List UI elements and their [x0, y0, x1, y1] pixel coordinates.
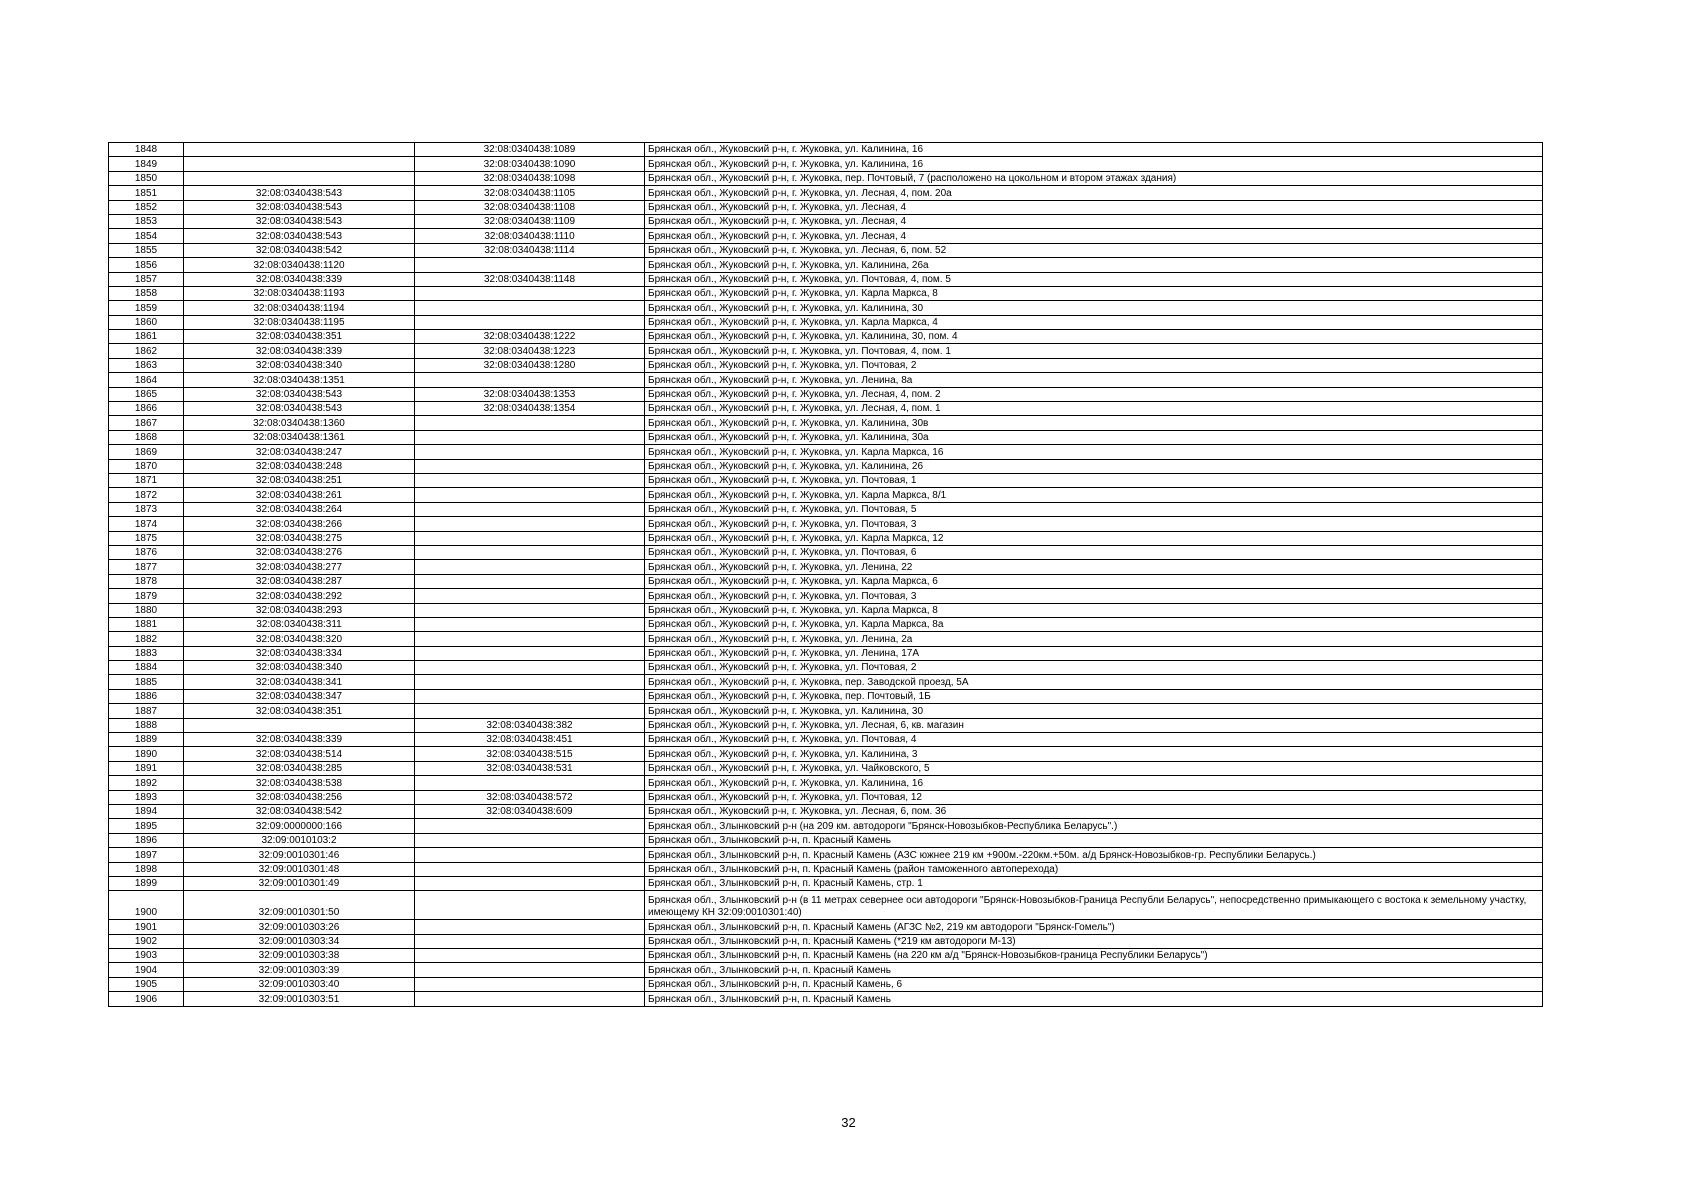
row-number-cell: 1892: [109, 776, 184, 790]
cadastral-number-cell: [415, 992, 645, 1006]
table-row: [109, 934, 1543, 948]
address-cell: Брянская обл., Жуковский р-н, г. Жуковка, ул. Калинина, 26а: [645, 258, 1543, 272]
cadastral-number-cell: [415, 430, 645, 444]
address-cell: Брянская обл., Жуковский р-н, г. Жуковка, ул. Калинина, 16: [645, 157, 1543, 171]
row-number-cell: 1898: [109, 862, 184, 876]
address-cell: Брянская обл., Злынковский р-н, п. Красный Камень: [645, 963, 1543, 977]
cadastral-number-cell: 32:08:0340438:1353: [415, 387, 645, 401]
table-row: [109, 358, 1543, 372]
cadastral-number-cell: 32:08:0340438:1105: [415, 186, 645, 200]
table-row: [109, 992, 1543, 1006]
cadastral-number-cell: [415, 416, 645, 430]
cadastral-number-cell: [415, 876, 645, 890]
parent-cadastral-number-cell: 32:08:0340438:339: [184, 344, 415, 358]
table-row: [109, 445, 1543, 459]
address-cell: Брянская обл., Жуковский р-н, г. Жуковка, ул. Ленина, 22: [645, 560, 1543, 574]
row-number-cell: 1875: [109, 531, 184, 545]
table-row: [109, 833, 1543, 847]
parent-cadastral-number-cell: 32:08:0340438:339: [184, 733, 415, 747]
cadastral-number-cell: 32:08:0340438:382: [415, 718, 645, 732]
cadastral-number-cell: 32:08:0340438:1109: [415, 214, 645, 228]
row-number-cell: 1897: [109, 848, 184, 862]
address-cell: Брянская обл., Жуковский р-н, г. Жуковка, ул. Чайковского, 5: [645, 761, 1543, 775]
row-number-cell: 1888: [109, 718, 184, 732]
parent-cadastral-number-cell: 32:08:0340438:543: [184, 387, 415, 401]
parent-cadastral-number-cell: 32:08:0340438:543: [184, 214, 415, 228]
cadastral-number-cell: [415, 617, 645, 631]
parent-cadastral-number-cell: 32:09:0000000:166: [184, 819, 415, 833]
row-number-cell: 1857: [109, 272, 184, 286]
cadastral-number-cell: [415, 675, 645, 689]
registry-table-body: [109, 143, 1543, 1007]
parent-cadastral-number-cell: 32:08:0340438:351: [184, 330, 415, 344]
table-row: [109, 272, 1543, 286]
address-cell: Брянская обл., Злынковский р-н, п. Красный Камень, 6: [645, 977, 1543, 991]
row-number-cell: 1899: [109, 876, 184, 890]
row-number-cell: 1850: [109, 171, 184, 185]
address-cell: Брянская обл., Жуковский р-н, г. Жуковка, ул. Лесная, 4: [645, 214, 1543, 228]
cadastral-number-cell: 32:08:0340438:1148: [415, 272, 645, 286]
row-number-cell: 1873: [109, 502, 184, 516]
row-number-cell: 1855: [109, 243, 184, 257]
parent-cadastral-number-cell: 32:08:0340438:514: [184, 747, 415, 761]
cadastral-number-cell: [415, 963, 645, 977]
cadastral-number-cell: [415, 531, 645, 545]
parent-cadastral-number-cell: [184, 171, 415, 185]
parent-cadastral-number-cell: 32:08:0340438:251: [184, 473, 415, 487]
parent-cadastral-number-cell: 32:08:0340438:542: [184, 243, 415, 257]
table-row: [109, 617, 1543, 631]
address-cell: Брянская обл., Жуковский р-н, г. Жуковка, ул. Ленина, 8а: [645, 373, 1543, 387]
table-row: [109, 200, 1543, 214]
address-cell: Брянская обл., Жуковский р-н, г. Жуковка, ул. Калинина, 30в: [645, 416, 1543, 430]
parent-cadastral-number-cell: 32:08:0340438:247: [184, 445, 415, 459]
table-row: [109, 862, 1543, 876]
row-number-cell: 1877: [109, 560, 184, 574]
parent-cadastral-number-cell: 32:08:0340438:543: [184, 402, 415, 416]
table-row: [109, 430, 1543, 444]
parent-cadastral-number-cell: 32:08:0340438:1360: [184, 416, 415, 430]
address-cell: Брянская обл., Жуковский р-н, г. Жуковка, ул. Калинина, 30, пом. 4: [645, 330, 1543, 344]
table-row: [109, 747, 1543, 761]
parent-cadastral-number-cell: 32:08:0340438:1194: [184, 301, 415, 315]
parent-cadastral-number-cell: 32:08:0340438:1195: [184, 315, 415, 329]
table-row: [109, 776, 1543, 790]
table-row: [109, 157, 1543, 171]
cadastral-number-cell: [415, 574, 645, 588]
cadastral-number-cell: [415, 301, 645, 315]
address-cell: Брянская обл., Жуковский р-н, г. Жуковка, ул. Калинина, 16: [645, 143, 1543, 157]
address-cell: Брянская обл., Жуковский р-н, г. Жуковка, ул. Карла Маркса, 8: [645, 286, 1543, 300]
table-row: [109, 330, 1543, 344]
address-cell: Брянская обл., Жуковский р-н, г. Жуковка, ул. Почтовая, 4, пом. 1: [645, 344, 1543, 358]
row-number-cell: 1856: [109, 258, 184, 272]
row-number-cell: 1902: [109, 934, 184, 948]
row-number-cell: 1853: [109, 214, 184, 228]
parent-cadastral-number-cell: 32:09:0010303:40: [184, 977, 415, 991]
row-number-cell: 1851: [109, 186, 184, 200]
table-row: [109, 315, 1543, 329]
parent-cadastral-number-cell: 32:08:0340438:347: [184, 689, 415, 703]
parent-cadastral-number-cell: 32:09:0010103:2: [184, 833, 415, 847]
address-cell: Брянская обл., Жуковский р-н, г. Жуковка, ул. Лесная, 6, пом. 52: [645, 243, 1543, 257]
address-cell: Брянская обл., Жуковский р-н, г. Жуковка, ул. Почтовая, 4: [645, 733, 1543, 747]
table-row: [109, 214, 1543, 228]
address-cell: Брянская обл., Жуковский р-н, г. Жуковка, ул. Калинина, 16: [645, 776, 1543, 790]
address-cell: Брянская обл., Жуковский р-н, г. Жуковка, ул. Ленина, 17А: [645, 646, 1543, 660]
cadastral-number-cell: [415, 502, 645, 516]
cadastral-number-cell: 32:08:0340438:1110: [415, 229, 645, 243]
table-row: [109, 848, 1543, 862]
parent-cadastral-number-cell: 32:08:0340438:256: [184, 790, 415, 804]
cadastral-number-cell: [415, 646, 645, 660]
table-row: [109, 531, 1543, 545]
row-number-cell: 1895: [109, 819, 184, 833]
address-cell: Брянская обл., Злынковский р-н, п. Красный Камень (АЗС южнее 219 км +900м.-220км.+50м. а/д Брянск-Новозыбков-гр. Республики Беларусь.): [645, 848, 1543, 862]
address-cell: Брянская обл., Жуковский р-н, г. Жуковка, ул. Калинина, 30а: [645, 430, 1543, 444]
parent-cadastral-number-cell: 32:08:0340438:293: [184, 603, 415, 617]
row-number-cell: 1906: [109, 992, 184, 1006]
cadastral-number-cell: [415, 459, 645, 473]
parent-cadastral-number-cell: [184, 157, 415, 171]
address-cell: Брянская обл., Жуковский р-н, г. Жуковка, ул. Карла Маркса, 6: [645, 574, 1543, 588]
row-number-cell: 1870: [109, 459, 184, 473]
address-cell: Брянская обл., Жуковский р-н, г. Жуковка, ул. Лесная, 4, пом. 2: [645, 387, 1543, 401]
address-cell: Брянская обл., Жуковский р-н, г. Жуковка, ул. Карла Маркса, 12: [645, 531, 1543, 545]
table-row: [109, 488, 1543, 502]
address-cell: Брянская обл., Жуковский р-н, г. Жуковка, ул. Лесная, 4: [645, 200, 1543, 214]
parent-cadastral-number-cell: 32:08:0340438:276: [184, 545, 415, 559]
cadastral-number-cell: [415, 589, 645, 603]
parent-cadastral-number-cell: 32:08:0340438:311: [184, 617, 415, 631]
row-number-cell: 1866: [109, 402, 184, 416]
table-row: [109, 920, 1543, 934]
address-cell: Брянская обл., Жуковский р-н, г. Жуковка, ул. Почтовая, 2: [645, 661, 1543, 675]
cadastral-number-cell: [415, 603, 645, 617]
row-number-cell: 1859: [109, 301, 184, 315]
parent-cadastral-number-cell: [184, 143, 415, 157]
row-number-cell: 1878: [109, 574, 184, 588]
address-cell: Брянская обл., Злынковский р-н, п. Красный Камень (район таможенного автоперехода): [645, 862, 1543, 876]
cadastral-number-cell: [415, 977, 645, 991]
table-row: [109, 229, 1543, 243]
table-row: [109, 689, 1543, 703]
address-cell: Брянская обл., Жуковский р-н, г. Жуковка, ул. Карла Маркса, 8: [645, 603, 1543, 617]
address-cell: Брянская обл., Жуковский р-н, г. Жуковка, ул. Карла Маркса, 8а: [645, 617, 1543, 631]
address-cell: Брянская обл., Жуковский р-н, г. Жуковка, ул. Карла Маркса, 16: [645, 445, 1543, 459]
table-row: [109, 143, 1543, 157]
parent-cadastral-number-cell: 32:08:0340438:248: [184, 459, 415, 473]
table-row: [109, 718, 1543, 732]
parent-cadastral-number-cell: 32:09:0010301:49: [184, 876, 415, 890]
cadastral-number-cell: [415, 473, 645, 487]
row-number-cell: 1901: [109, 920, 184, 934]
cadastral-number-cell: [415, 934, 645, 948]
parent-cadastral-number-cell: 32:09:0010303:39: [184, 963, 415, 977]
cadastral-number-cell: [415, 776, 645, 790]
parent-cadastral-number-cell: [184, 718, 415, 732]
table-row: [109, 373, 1543, 387]
row-number-cell: 1852: [109, 200, 184, 214]
parent-cadastral-number-cell: 32:08:0340438:351: [184, 704, 415, 718]
address-cell: Брянская обл., Злынковский р-н, п. Красный Камень: [645, 833, 1543, 847]
cadastral-number-cell: [415, 315, 645, 329]
table-row: [109, 473, 1543, 487]
row-number-cell: 1874: [109, 517, 184, 531]
row-number-cell: 1879: [109, 589, 184, 603]
table-row: [109, 416, 1543, 430]
page-number: 32: [841, 1115, 856, 1130]
parent-cadastral-number-cell: 32:08:0340438:1193: [184, 286, 415, 300]
table-row: [109, 603, 1543, 617]
cadastral-number-cell: [415, 891, 645, 920]
row-number-cell: 1905: [109, 977, 184, 991]
address-cell: Брянская обл., Жуковский р-н, г. Жуковка, ул. Лесная, 4: [645, 229, 1543, 243]
cadastral-number-cell: [415, 920, 645, 934]
parent-cadastral-number-cell: 32:09:0010303:51: [184, 992, 415, 1006]
cadastral-number-cell: [415, 545, 645, 559]
parent-cadastral-number-cell: 32:08:0340438:543: [184, 186, 415, 200]
table-row: [109, 790, 1543, 804]
table-row: [109, 977, 1543, 991]
cadastral-number-cell: 32:08:0340438:1108: [415, 200, 645, 214]
address-cell: Брянская обл., Жуковский р-н, г. Жуковка, ул. Лесная, 6, кв. магазин: [645, 718, 1543, 732]
parent-cadastral-number-cell: 32:09:0010301:50: [184, 891, 415, 920]
table-row: [109, 632, 1543, 646]
address-cell: Брянская обл., Жуковский р-н, г. Жуковка, ул. Калинина, 30: [645, 301, 1543, 315]
row-number-cell: 1886: [109, 689, 184, 703]
row-number-cell: 1894: [109, 804, 184, 818]
parent-cadastral-number-cell: 32:08:0340438:261: [184, 488, 415, 502]
cadastral-number-cell: [415, 848, 645, 862]
table-row: [109, 589, 1543, 603]
table-row: [109, 301, 1543, 315]
registry-table: [108, 142, 1543, 1007]
cadastral-number-cell: [415, 373, 645, 387]
address-cell: Брянская обл., Жуковский р-н, г. Жуковка, ул. Калинина, 3: [645, 747, 1543, 761]
row-number-cell: 1876: [109, 545, 184, 559]
address-cell: Брянская обл., Жуковский р-н, г. Жуковка, ул. Почтовая, 3: [645, 589, 1543, 603]
parent-cadastral-number-cell: 32:08:0340438:264: [184, 502, 415, 516]
parent-cadastral-number-cell: 32:08:0340438:340: [184, 358, 415, 372]
address-cell: Брянская обл., Жуковский р-н, г. Жуковка, пер. Почтовый, 1Б: [645, 689, 1543, 703]
table-row: [109, 949, 1543, 963]
row-number-cell: 1867: [109, 416, 184, 430]
address-cell: Брянская обл., Злынковский р-н, п. Красный Камень, стр. 1: [645, 876, 1543, 890]
table-row: [109, 675, 1543, 689]
address-cell: Брянская обл., Жуковский р-н, г. Жуковка, ул. Почтовая, 5: [645, 502, 1543, 516]
table-row: [109, 387, 1543, 401]
row-number-cell: 1871: [109, 473, 184, 487]
address-cell: Брянская обл., Жуковский р-н, г. Жуковка, ул. Почтовая, 3: [645, 517, 1543, 531]
parent-cadastral-number-cell: 32:09:0010301:48: [184, 862, 415, 876]
table-row: [109, 344, 1543, 358]
row-number-cell: 1849: [109, 157, 184, 171]
cadastral-number-cell: 32:08:0340438:1098: [415, 171, 645, 185]
table-row: [109, 545, 1543, 559]
address-cell: Брянская обл., Жуковский р-н, г. Жуковка, ул. Карла Маркса, 8/1: [645, 488, 1543, 502]
cadastral-number-cell: [415, 488, 645, 502]
cadastral-number-cell: [415, 862, 645, 876]
row-number-cell: 1900: [109, 891, 184, 920]
address-cell: Брянская обл., Жуковский р-н, г. Жуковка, ул. Почтовая, 4, пом. 5: [645, 272, 1543, 286]
parent-cadastral-number-cell: 32:08:0340438:277: [184, 560, 415, 574]
cadastral-number-cell: [415, 258, 645, 272]
table-row: [109, 186, 1543, 200]
parent-cadastral-number-cell: 32:08:0340438:275: [184, 531, 415, 545]
row-number-cell: 1887: [109, 704, 184, 718]
parent-cadastral-number-cell: 32:08:0340438:287: [184, 574, 415, 588]
address-cell: Брянская обл., Жуковский р-н, г. Жуковка, пер. Заводской проезд, 5А: [645, 675, 1543, 689]
row-number-cell: 1869: [109, 445, 184, 459]
cadastral-number-cell: [415, 833, 645, 847]
table-row: [109, 286, 1543, 300]
row-number-cell: 1862: [109, 344, 184, 358]
address-cell: Брянская обл., Злынковский р-н, п. Красный Камень (АГЗС №2, 219 км автодороги "Брянск-Гомель"): [645, 920, 1543, 934]
parent-cadastral-number-cell: 32:08:0340438:1120: [184, 258, 415, 272]
cadastral-number-cell: 32:08:0340438:609: [415, 804, 645, 818]
parent-cadastral-number-cell: 32:08:0340438:538: [184, 776, 415, 790]
table-row: [109, 574, 1543, 588]
row-number-cell: 1896: [109, 833, 184, 847]
table-row: [109, 804, 1543, 818]
cadastral-number-cell: [415, 286, 645, 300]
row-number-cell: 1882: [109, 632, 184, 646]
table-row: [109, 963, 1543, 977]
cadastral-number-cell: [415, 819, 645, 833]
address-cell: Брянская обл., Жуковский р-н, г. Жуковка, ул. Калинина, 26: [645, 459, 1543, 473]
row-number-cell: 1881: [109, 617, 184, 631]
table-row: [109, 876, 1543, 890]
parent-cadastral-number-cell: 32:08:0340438:340: [184, 661, 415, 675]
table-row: [109, 761, 1543, 775]
cadastral-number-cell: 32:08:0340438:1222: [415, 330, 645, 344]
table-row: [109, 459, 1543, 473]
parent-cadastral-number-cell: 32:09:0010301:46: [184, 848, 415, 862]
parent-cadastral-number-cell: 32:08:0340438:320: [184, 632, 415, 646]
row-number-cell: 1861: [109, 330, 184, 344]
address-cell: Брянская обл., Жуковский р-н, г. Жуковка, ул. Карла Маркса, 4: [645, 315, 1543, 329]
cadastral-number-cell: 32:08:0340438:1280: [415, 358, 645, 372]
row-number-cell: 1854: [109, 229, 184, 243]
address-cell: Брянская обл., Злынковский р-н, п. Красный Камень (на 220 км а/д "Брянск-Новозыбков-граница Республики Беларусь"): [645, 949, 1543, 963]
cadastral-number-cell: 32:08:0340438:572: [415, 790, 645, 804]
table-row: [109, 891, 1543, 920]
row-number-cell: 1864: [109, 373, 184, 387]
row-number-cell: 1863: [109, 358, 184, 372]
address-cell: Брянская обл., Злынковский р-н (на 209 км. автодороги "Брянск-Новозыбков-Республика Беларусь".): [645, 819, 1543, 833]
address-cell: Брянская обл., Злынковский р-н, п. Красный Камень: [645, 992, 1543, 1006]
row-number-cell: 1891: [109, 761, 184, 775]
row-number-cell: 1858: [109, 286, 184, 300]
parent-cadastral-number-cell: 32:08:0340438:266: [184, 517, 415, 531]
table-row: [109, 402, 1543, 416]
table-row: [109, 733, 1543, 747]
table-row: [109, 646, 1543, 660]
address-cell: Брянская обл., Жуковский р-н, г. Жуковка, пер. Почтовый, 7 (расположено на цокольном и втором этажах здания): [645, 171, 1543, 185]
table-row: [109, 502, 1543, 516]
parent-cadastral-number-cell: 32:08:0340438:285: [184, 761, 415, 775]
row-number-cell: 1893: [109, 790, 184, 804]
row-number-cell: 1883: [109, 646, 184, 660]
address-cell: Брянская обл., Жуковский р-н, г. Жуковка, ул. Почтовая, 12: [645, 790, 1543, 804]
cadastral-number-cell: 32:08:0340438:1089: [415, 143, 645, 157]
address-cell: Брянская обл., Жуковский р-н, г. Жуковка, ул. Калинина, 30: [645, 704, 1543, 718]
parent-cadastral-number-cell: 32:08:0340438:339: [184, 272, 415, 286]
row-number-cell: 1868: [109, 430, 184, 444]
cadastral-number-cell: 32:08:0340438:1090: [415, 157, 645, 171]
row-number-cell: 1865: [109, 387, 184, 401]
address-cell: Брянская обл., Злынковский р-н (в 11 метрах севернее оси автодороги "Брянск-Новозыбков-Граница Республи Беларусь", непосредственно примыкающего с востока к земельному участку, имеющему КН 32:09:0010301:40): [645, 891, 1543, 920]
cadastral-number-cell: [415, 445, 645, 459]
cadastral-number-cell: [415, 517, 645, 531]
cadastral-number-cell: [415, 704, 645, 718]
cadastral-number-cell: 32:08:0340438:531: [415, 761, 645, 775]
address-cell: Брянская обл., Жуковский р-н, г. Жуковка, ул. Лесная, 6, пом. 36: [645, 804, 1543, 818]
table-row: [109, 171, 1543, 185]
row-number-cell: 1904: [109, 963, 184, 977]
cadastral-number-cell: [415, 560, 645, 574]
address-cell: Брянская обл., Жуковский р-н, г. Жуковка, ул. Ленина, 2а: [645, 632, 1543, 646]
row-number-cell: 1848: [109, 143, 184, 157]
parent-cadastral-number-cell: 32:09:0010303:34: [184, 934, 415, 948]
parent-cadastral-number-cell: 32:08:0340438:543: [184, 229, 415, 243]
cadastral-number-cell: [415, 689, 645, 703]
table-row: [109, 560, 1543, 574]
address-cell: Брянская обл., Злынковский р-н, п. Красный Камень (*219 км автодороги М-13): [645, 934, 1543, 948]
cadastral-number-cell: [415, 661, 645, 675]
row-number-cell: 1872: [109, 488, 184, 502]
parent-cadastral-number-cell: 32:08:0340438:542: [184, 804, 415, 818]
parent-cadastral-number-cell: 32:08:0340438:334: [184, 646, 415, 660]
row-number-cell: 1885: [109, 675, 184, 689]
cadastral-number-cell: 32:08:0340438:1354: [415, 402, 645, 416]
row-number-cell: 1884: [109, 661, 184, 675]
table-row: [109, 819, 1543, 833]
cadastral-number-cell: 32:08:0340438:451: [415, 733, 645, 747]
table-row: [109, 243, 1543, 257]
cadastral-number-cell: [415, 632, 645, 646]
table-row: [109, 661, 1543, 675]
parent-cadastral-number-cell: 32:08:0340438:341: [184, 675, 415, 689]
cadastral-number-cell: 32:08:0340438:515: [415, 747, 645, 761]
table-row: [109, 704, 1543, 718]
parent-cadastral-number-cell: 32:08:0340438:1361: [184, 430, 415, 444]
address-cell: Брянская обл., Жуковский р-н, г. Жуковка, ул. Лесная, 4, пом. 20а: [645, 186, 1543, 200]
parent-cadastral-number-cell: 32:08:0340438:292: [184, 589, 415, 603]
parent-cadastral-number-cell: 32:08:0340438:1351: [184, 373, 415, 387]
parent-cadastral-number-cell: 32:08:0340438:543: [184, 200, 415, 214]
row-number-cell: 1889: [109, 733, 184, 747]
row-number-cell: 1903: [109, 949, 184, 963]
row-number-cell: 1890: [109, 747, 184, 761]
table-row: [109, 517, 1543, 531]
address-cell: Брянская обл., Жуковский р-н, г. Жуковка, ул. Почтовая, 6: [645, 545, 1543, 559]
table-row: [109, 258, 1543, 272]
parent-cadastral-number-cell: 32:09:0010303:26: [184, 920, 415, 934]
cadastral-number-cell: [415, 949, 645, 963]
address-cell: Брянская обл., Жуковский р-н, г. Жуковка, ул. Почтовая, 1: [645, 473, 1543, 487]
row-number-cell: 1880: [109, 603, 184, 617]
row-number-cell: 1860: [109, 315, 184, 329]
cadastral-number-cell: 32:08:0340438:1223: [415, 344, 645, 358]
cadastral-number-cell: 32:08:0340438:1114: [415, 243, 645, 257]
address-cell: Брянская обл., Жуковский р-н, г. Жуковка, ул. Лесная, 4, пом. 1: [645, 402, 1543, 416]
address-cell: Брянская обл., Жуковский р-н, г. Жуковка, ул. Почтовая, 2: [645, 358, 1543, 372]
parent-cadastral-number-cell: 32:09:0010303:38: [184, 949, 415, 963]
